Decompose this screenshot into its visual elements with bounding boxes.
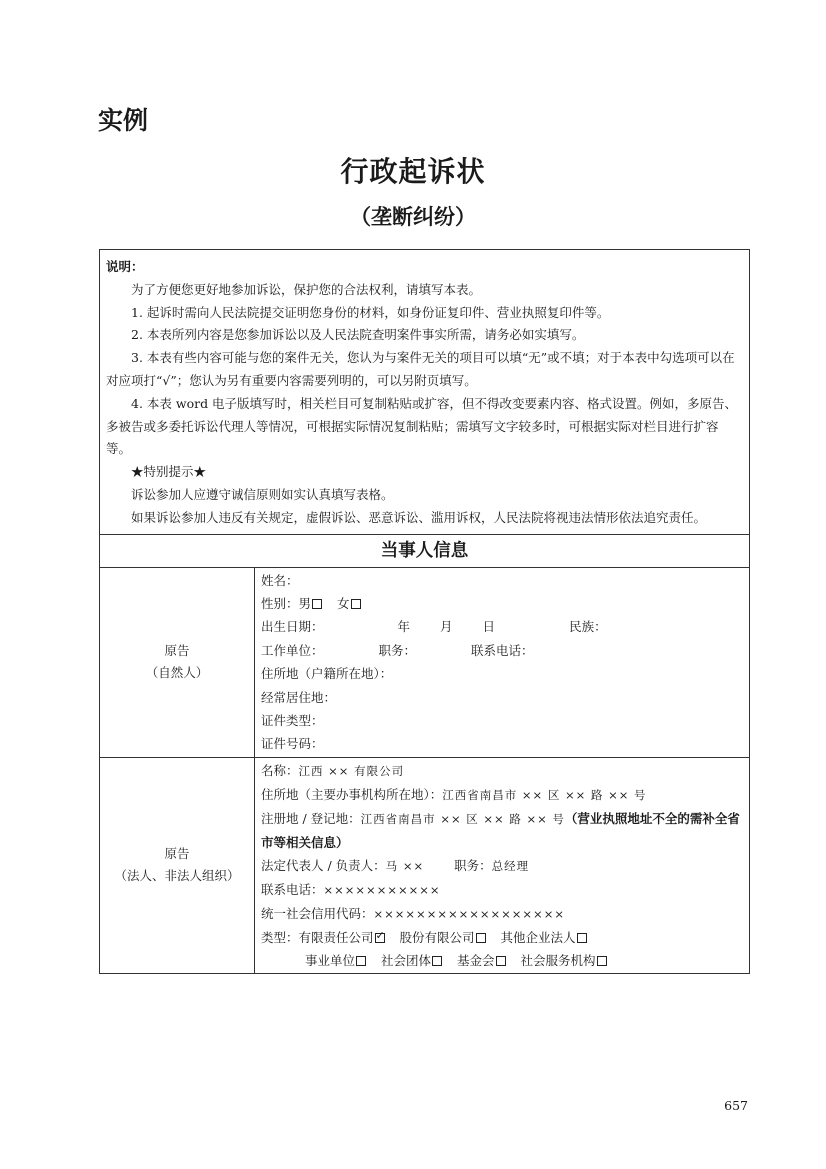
domicile-field[interactable] (261, 662, 745, 685)
entity-phone-value: ××××××××××× (323, 882, 441, 897)
name-field[interactable] (261, 569, 745, 592)
id-type-label: 证件类型： (261, 713, 324, 728)
instruction-paragraph: 2. 本表所列内容是您参加诉讼以及人民法院查明案件事实所需，请务必如实填写。 (131, 327, 585, 343)
type-option-label: 社会团体 (381, 952, 432, 968)
entity-name-label: 名称： (261, 762, 299, 778)
credit-code-field[interactable] (261, 902, 745, 926)
plaintiff-label: 原告 (164, 643, 190, 659)
day-label: 日 (482, 619, 496, 635)
birth-date-field[interactable] (261, 615, 745, 638)
type-option-label: 股份有限公司 (399, 929, 475, 945)
complaint-form-table (99, 249, 750, 974)
social-service-checkbox[interactable] (597, 956, 607, 966)
ethnicity-label: 民族： (569, 619, 607, 635)
gender-label: 性别： (261, 595, 299, 611)
other-enterprise-checkbox[interactable] (577, 933, 587, 943)
entity-name-value: 江西 ×× 有限公司 (298, 763, 405, 778)
plaintiff-label: 原告 (164, 846, 190, 862)
party-section-header-row (100, 534, 750, 567)
social-group-checkbox[interactable] (432, 956, 442, 966)
female-checkbox[interactable] (351, 599, 361, 609)
gender-field (261, 592, 745, 615)
instruction-paragraph: 为了方便您更好地参加诉讼，保护您的合法权利，请填写本表。 (131, 281, 482, 297)
male-checkbox[interactable] (312, 599, 322, 609)
instruction-paragraph: 3. 本表有些内容可能与您的案件无关，您认为与案件无关的项目可以填“无”或不填；对于本表中勾选项可以在对应项打“√”；您认为另有重要内容需要列明的，可以另附页填写。 (106, 350, 735, 388)
document-title: 行政起诉状 (340, 155, 486, 188)
instruction-paragraph: 4. 本表 word 电子版填写时，相关栏目可复制粘贴或扩容，但不得改变要素内容、格式设置。例如，多原告、多被告或多委托诉讼代理人等情况，可根据实际情况复制粘贴；需填写文字较多时，可根据实际对栏目进行扩容等。 (106, 395, 738, 457)
rep-position-label: 职务： (454, 857, 492, 873)
instruction-paragraph: 诉讼参加人应遵守诚信原则如实认真填写表格。 (131, 486, 394, 502)
instructions-row (100, 250, 750, 535)
rep-position-value: 总经理 (491, 858, 530, 873)
id-type-field[interactable] (261, 709, 745, 732)
legal-rep-field[interactable] (261, 854, 745, 878)
instruction-paragraph: 如果诉讼参加人违反有关规定，虚假诉讼、恶意诉讼、滥用诉权，人民法院将视违法情形依法追究责任。 (131, 509, 707, 525)
female-option-label: 女 (337, 595, 350, 611)
entity-phone-label: 联系电话： (261, 881, 324, 897)
registered-address-label: 注册地 / 登记地： (261, 810, 361, 826)
plaintiff-natural-person-label (100, 567, 255, 757)
month-label: 月 (440, 619, 453, 635)
entity-address-field[interactable] (261, 783, 745, 807)
residence-field[interactable] (261, 686, 745, 709)
limited-liability-checkbox-checked[interactable] (375, 933, 385, 943)
party-section-title: 当事人信息 (100, 534, 750, 567)
domicile-label: 住所地（户籍所在地）： (261, 666, 393, 682)
residence-label: 经常居住地： (261, 689, 337, 705)
employment-field[interactable] (261, 639, 745, 662)
instructions-cell (100, 250, 750, 535)
page-number: 657 (724, 1098, 748, 1113)
entity-type-label: 类型： (261, 929, 299, 945)
entity-phone-field[interactable] (261, 878, 745, 902)
entity-type-row-2 (261, 949, 745, 972)
document-subtitle: （垄断纠纷） (350, 205, 476, 229)
instructions-heading: 说明： (106, 259, 144, 274)
position-label: 职务： (378, 642, 417, 658)
phone-label: 联系电话： (471, 642, 534, 658)
type-option-label: 事业单位 (305, 952, 356, 968)
type-option-label: 有限责任公司 (298, 929, 374, 945)
employer-label: 工作单位： (261, 642, 324, 658)
legal-entity-label: （法人、非法人组织） (114, 868, 240, 884)
male-option-label: 男 (298, 595, 312, 611)
example-label: 实例 (98, 106, 149, 135)
credit-code-label: 统一社会信用代码： (261, 905, 374, 921)
registered-address-note: （营业执照地址不全的需补全省市等相关信息） (261, 810, 740, 850)
legal-entity-fields (255, 757, 750, 973)
name-label: 姓名： (261, 572, 299, 588)
plaintiff-legal-entity-row (100, 757, 750, 973)
plaintiff-natural-person-row (100, 567, 750, 757)
entity-address-value: 江西省南昌市 ×× 区 ×× 路 ×× 号 (442, 787, 647, 802)
entity-name-field[interactable] (261, 759, 745, 783)
credit-code-value: ×××××××××××××××××× (373, 906, 565, 921)
legal-rep-label: 法定代表人 / 负责人： (261, 857, 386, 873)
type-option-label: 其他企业法人 (500, 929, 576, 945)
instruction-paragraph: 1. 起诉时需向人民法院提交证明您身份的材料，如身份证复印件、营业执照复印件等。 (131, 304, 610, 320)
registered-address-value: 江西省南昌市 ×× 区 ×× 路 ×× 号 (360, 811, 565, 826)
year-label: 年 (397, 619, 411, 635)
entity-type-row-1 (261, 926, 745, 949)
id-number-label: 证件号码： (261, 736, 324, 752)
type-option-label: 社会服务机构 (520, 952, 596, 968)
natural-person-label: （自然人） (145, 665, 209, 681)
foundation-checkbox[interactable] (496, 956, 506, 966)
birth-date-label: 出生日期： (261, 619, 324, 635)
natural-person-fields (255, 567, 750, 757)
joint-stock-checkbox[interactable] (476, 933, 486, 943)
plaintiff-legal-entity-label (100, 757, 255, 973)
id-number-field[interactable] (261, 732, 745, 755)
public-institution-checkbox[interactable] (356, 956, 366, 966)
entity-address-label: 住所地（主要办事机构所在地）： (261, 786, 443, 802)
legal-rep-value: 马 ×× (385, 858, 425, 873)
registered-address-field[interactable] (261, 807, 745, 854)
type-option-label: 基金会 (457, 952, 495, 968)
special-notice-heading: ★特别提示★ (131, 464, 207, 480)
